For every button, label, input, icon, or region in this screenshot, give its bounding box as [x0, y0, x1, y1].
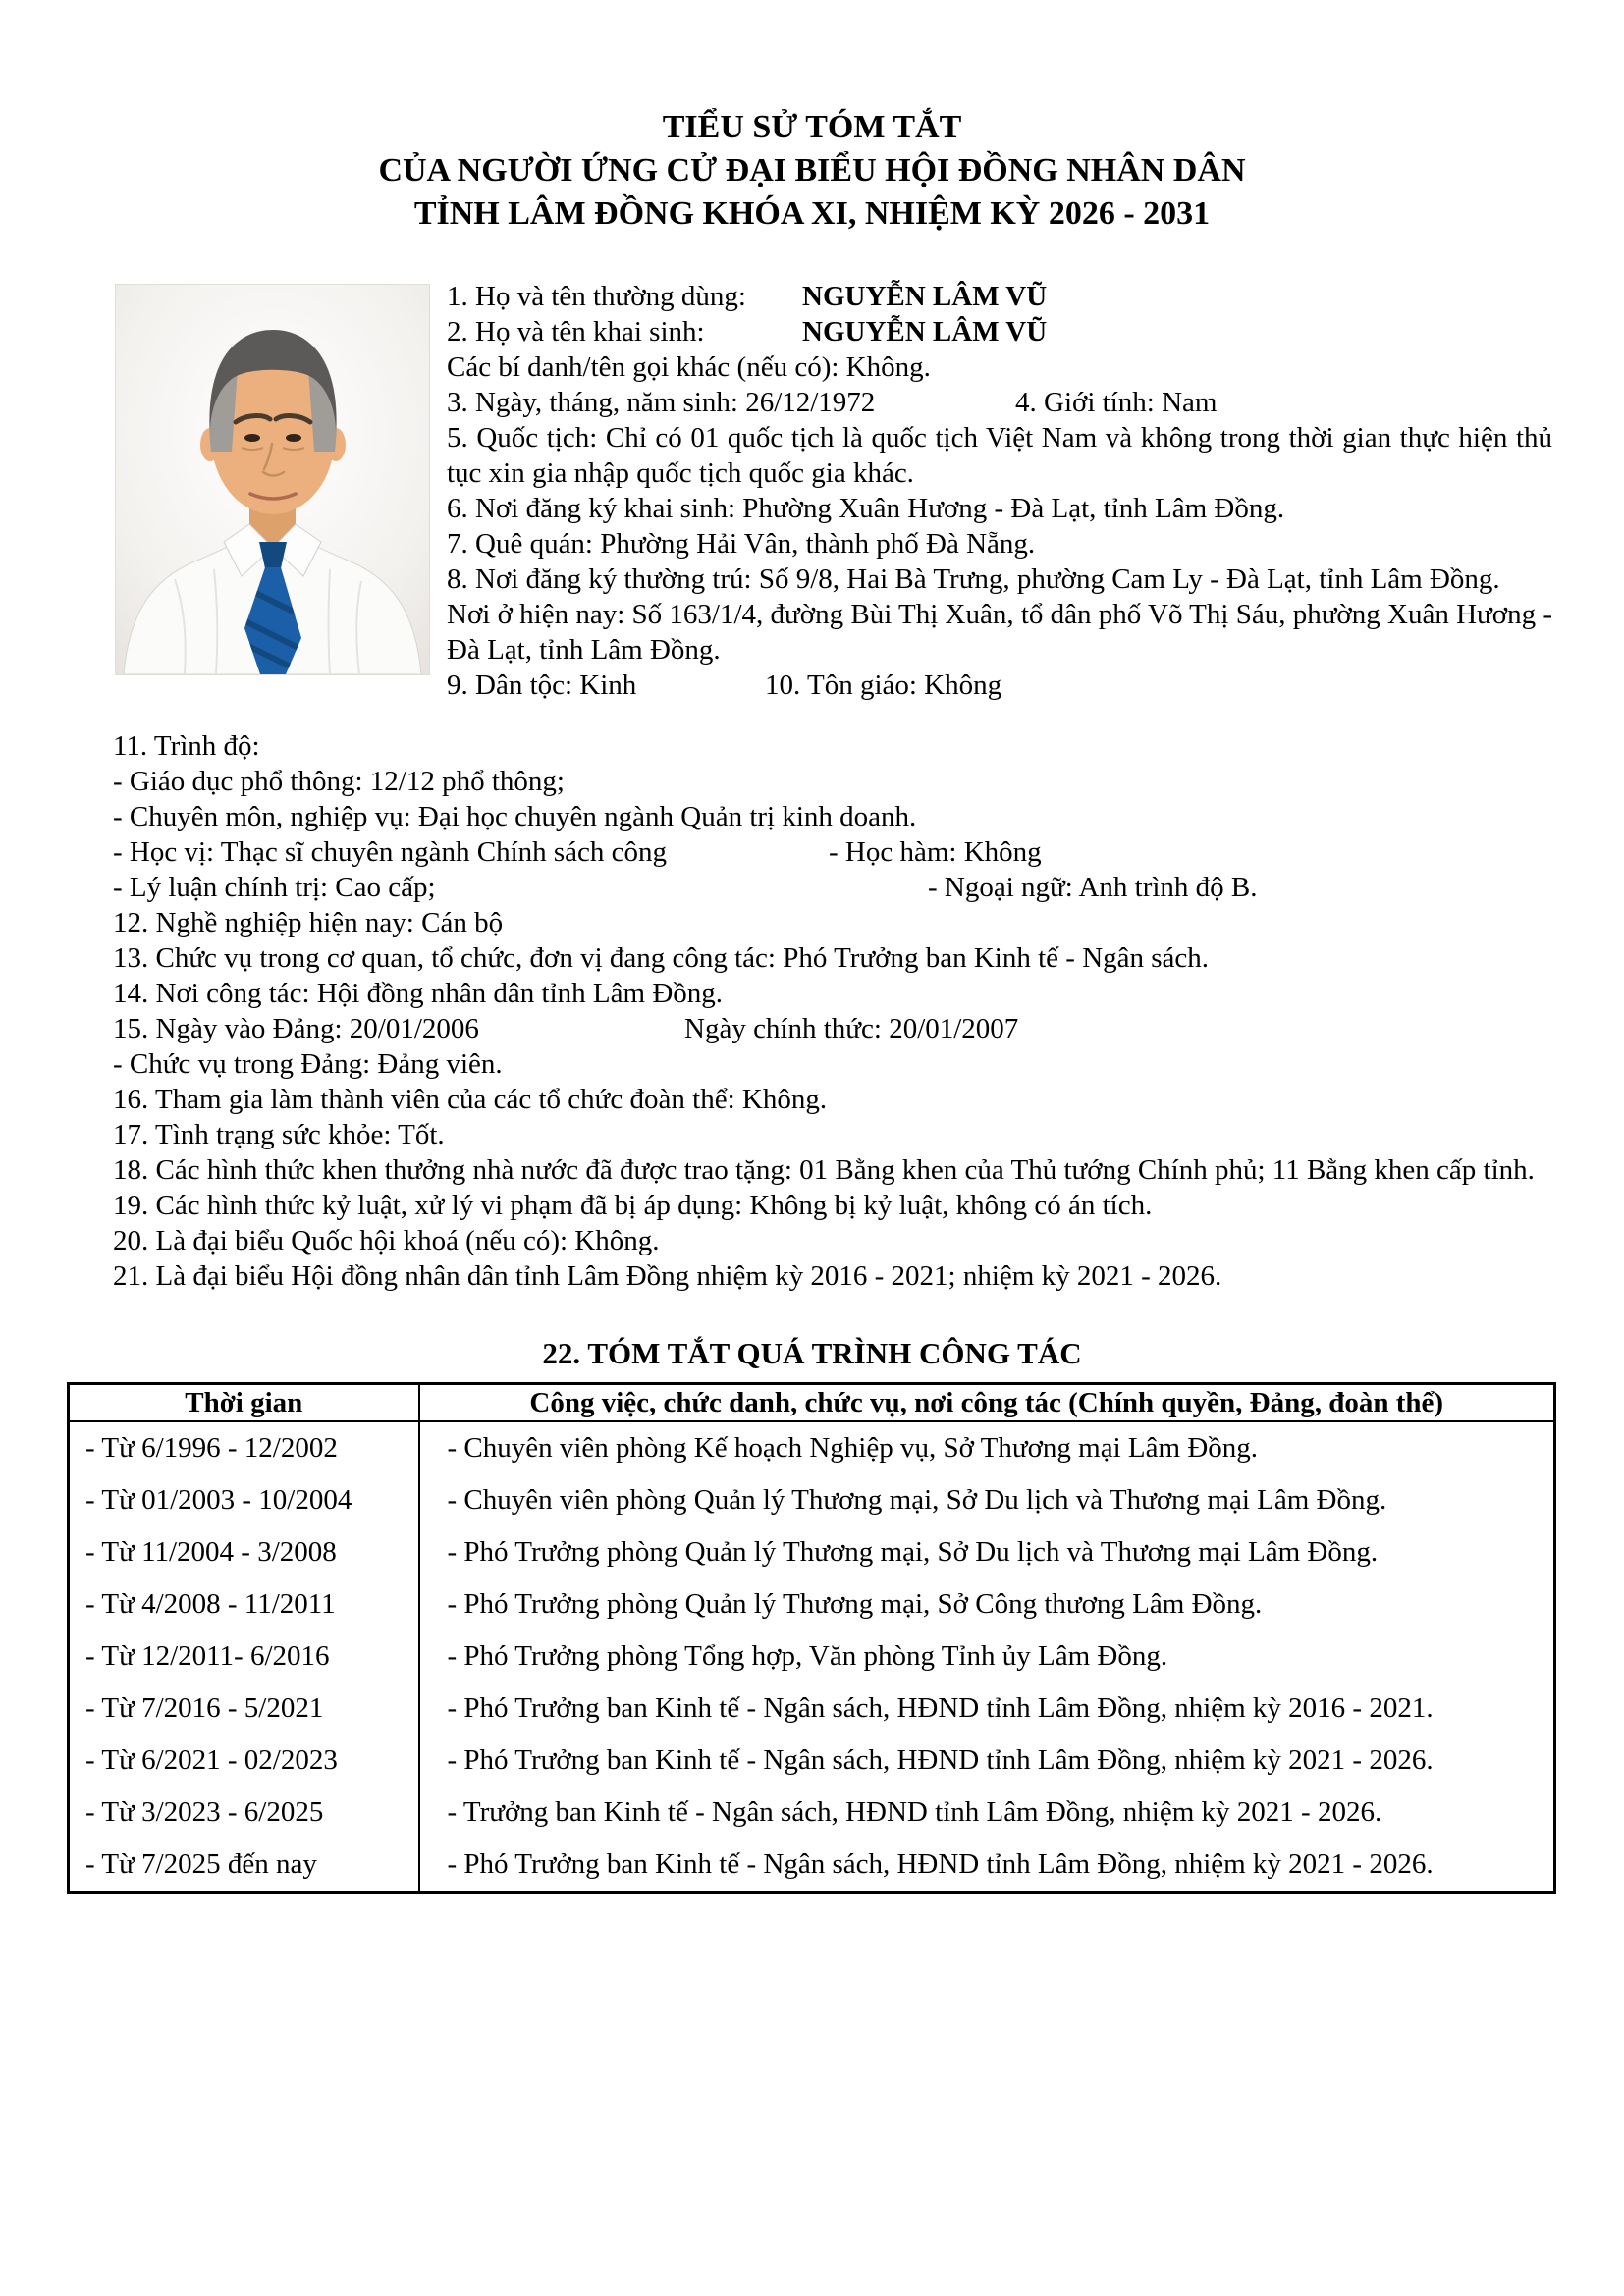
document-title	[0, 106, 1624, 236]
period-cell: - Từ 7/2016 - 5/2021	[69, 1682, 419, 1735]
detail-line-19: 19. Các hình thức kỷ luật, xử lý vi phạm đã bị áp dụng: Không bị kỷ luật, không có án tích.	[113, 1190, 1153, 1221]
detail-line-12: 12. Nghề nghiệp hiện nay: Cán bộ	[113, 907, 504, 938]
period-cell: - Từ 01/2003 - 10/2004	[69, 1474, 419, 1526]
table-row	[69, 1578, 1555, 1630]
period-cell: - Từ 12/2011- 6/2016	[69, 1630, 419, 1682]
personal-info-block	[447, 279, 1552, 703]
period-cell: - Từ 6/2021 - 02/2023	[69, 1735, 419, 1787]
detail-line-profession: - Chuyên môn, nghiệp vụ: Đại học chuyên ngành Quản trị kinh doanh.	[113, 801, 917, 832]
table-row	[69, 1526, 1555, 1578]
bio-line-8b: Nơi ở hiện nay: Số 163/1/4, đường Bùi Thị Xuân, tổ dân phố Võ Thị Sáu, phường Xuân Hương - Đà Lạt, tỉnh Lâm Đồng.	[447, 599, 1552, 666]
period-cell: - Từ 11/2004 - 3/2008	[69, 1526, 419, 1578]
role-cell: - Phó Trưởng phòng Quản lý Thương mại, Sở Công thương Lâm Đồng.	[447, 1588, 1263, 1620]
role-cell: - Phó Trưởng phòng Tổng hợp, Văn phòng Tỉnh ủy Lâm Đồng.	[447, 1640, 1168, 1672]
candidate-photo	[116, 285, 429, 674]
details-block	[113, 728, 1553, 1294]
document-title-line-3: TỈNH LÂM ĐỒNG KHÓA XI, NHIỆM KỲ 2026 - 2031	[413, 195, 1211, 232]
role-cell: - Trưởng ban Kinh tế - Ngân sách, HĐND tỉnh Lâm Đồng, nhiệm kỳ 2021 - 2026.	[447, 1796, 1382, 1828]
name-birth-value: NGUYỄN LÂM VŨ	[802, 316, 1048, 347]
bio-line-name-birth	[447, 314, 1552, 349]
period-column-header: Thời gian	[69, 1384, 419, 1422]
detail-line-20: 20. Là đại biểu Quốc hội khoá (nếu có): Không.	[113, 1225, 660, 1256]
detail-line-18: 18. Các hình thức khen thưởng nhà nước đã được trao tặng: 01 Bằng khen của Thủ tướng Chính phủ; 11 Bằng khen cấp tỉnh.	[113, 1154, 1535, 1186]
bio-line-name-common	[447, 279, 1552, 314]
detail-line-theory	[113, 870, 1553, 905]
detail-line-17: 17. Tình trạng sức khỏe: Tốt.	[113, 1119, 445, 1150]
bio-line-aliases: Các bí danh/tên gọi khác (nếu có): Không.	[447, 351, 931, 383]
table-row	[69, 1735, 1555, 1787]
detail-line-education: - Giáo dục phổ thông: 12/12 phổ thông;	[113, 766, 565, 797]
detail-line-16: 16. Tham gia làm thành viên của các tổ chức đoàn thể: Không.	[113, 1084, 828, 1115]
detail-line-13: 13. Chức vụ trong cơ quan, tổ chức, đơn vị đang công tác: Phó Trưởng ban Kinh tế - Ngân sách.	[113, 942, 1210, 974]
ethnicity-text: 9. Dân tộc: Kinh	[447, 669, 637, 701]
period-cell: - Từ 4/2008 - 11/2011	[69, 1578, 419, 1630]
detail-line-degree	[113, 834, 1553, 870]
period-cell: - Từ 3/2023 - 6/2025	[69, 1787, 419, 1839]
foreign-language-text: - Ngoại ngữ: Anh trình độ B.	[928, 872, 1258, 903]
role-cell: - Chuyên viên phòng Kế hoạch Nghiệp vụ, Sở Thương mại Lâm Đồng.	[447, 1432, 1259, 1464]
academic-title-text: - Học hàm: Không	[829, 836, 1042, 868]
bio-line-5: 5. Quốc tịch: Chỉ có 01 quốc tịch là quốc tịch Việt Nam và không trong thời gian thực hiện thủ tục xin gia nhập quốc tịch quốc gia khác.	[447, 422, 1552, 489]
role-cell: - Chuyên viên phòng Quản lý Thương mại, Sở Du lịch và Thương mại Lâm Đồng.	[447, 1484, 1387, 1516]
bio-line-6: 6. Nơi đăng ký khai sinh: Phường Xuân Hương - Đà Lạt, tỉnh Lâm Đồng.	[447, 493, 1285, 524]
political-theory-text: - Lý luận chính trị: Cao cấp;	[113, 872, 436, 903]
table-row	[69, 1421, 1555, 1474]
detail-line-party-role: - Chức vụ trong Đảng: Đảng viên.	[113, 1048, 503, 1080]
table-header-row	[69, 1384, 1555, 1422]
document-title-line-2: CỦA NGƯỜI ỨNG CỬ ĐẠI BIỂU HỘI ĐỒNG NHÂN DÂN	[378, 152, 1246, 188]
table-row	[69, 1839, 1555, 1893]
table-row	[69, 1787, 1555, 1839]
detail-line-21: 21. Là đại biểu Hội đồng nhân dân tỉnh Lâm Đồng nhiệm kỳ 2016 - 2021; nhiệm kỳ 2021 - 2026.	[113, 1260, 1222, 1292]
role-cell: - Phó Trưởng ban Kinh tế - Ngân sách, HĐND tỉnh Lâm Đồng, nhiệm kỳ 2021 - 2026.	[447, 1744, 1434, 1776]
name-common-value: NGUYỄN LÂM VŨ	[802, 281, 1048, 312]
religion-text: 10. Tôn giáo: Không	[765, 669, 1002, 701]
detail-line-11: 11. Trình độ:	[113, 730, 260, 762]
gender-text: 4. Giới tính: Nam	[1015, 387, 1218, 418]
bio-line-8: 8. Nơi đăng ký thường trú: Số 9/8, Hai Bà Trưng, phường Cam Ly - Đà Lạt, tỉnh Lâm Đồng.	[447, 563, 1500, 595]
role-column-header: Công việc, chức danh, chức vụ, nơi công tác (Chính quyền, Đảng, đoàn thể)	[419, 1384, 1555, 1422]
work-history-heading: 22. TÓM TẮT QUÁ TRÌNH CÔNG TÁC	[542, 1336, 1082, 1370]
party-official-date-text: Ngày chính thức: 20/01/2007	[684, 1013, 1019, 1044]
portrait-photo-icon	[116, 285, 429, 674]
bio-line-7: 7. Quê quán: Phường Hải Vân, thành phố Đà Nẵng.	[447, 528, 1036, 560]
name-common-label: 1. Họ và tên thường dùng:	[447, 281, 746, 312]
period-cell: - Từ 7/2025 đến nay	[69, 1839, 419, 1893]
table-row	[69, 1682, 1555, 1735]
table-row	[69, 1474, 1555, 1526]
detail-line-15	[113, 1011, 1553, 1046]
detail-line-14: 14. Nơi công tác: Hội đồng nhân dân tỉnh Lâm Đồng.	[113, 978, 724, 1009]
party-join-date-text: 15. Ngày vào Đảng: 20/01/2006	[113, 1013, 479, 1044]
work-history-table	[67, 1382, 1556, 1894]
period-cell: - Từ 6/1996 - 12/2002	[69, 1421, 419, 1474]
birthdate-text: 3. Ngày, tháng, năm sinh: 26/12/1972	[447, 387, 876, 418]
degree-text: - Học vị: Thạc sĩ chuyên ngành Chính sách công	[113, 836, 668, 868]
document-title-line-1: TIỂU SỬ TÓM TẮT	[662, 109, 962, 145]
table-row	[69, 1630, 1555, 1682]
bio-line-9-10	[447, 667, 1552, 703]
name-birth-label: 2. Họ và tên khai sinh:	[447, 316, 705, 347]
role-cell: - Phó Trưởng phòng Quản lý Thương mại, Sở Du lịch và Thương mại Lâm Đồng.	[447, 1536, 1379, 1568]
role-cell: - Phó Trưởng ban Kinh tế - Ngân sách, HĐND tỉnh Lâm Đồng, nhiệm kỳ 2016 - 2021.	[447, 1692, 1434, 1724]
bio-line-3-4	[447, 385, 1552, 420]
role-cell: - Phó Trưởng ban Kinh tế - Ngân sách, HĐND tỉnh Lâm Đồng, nhiệm kỳ 2021 - 2026.	[447, 1848, 1434, 1880]
